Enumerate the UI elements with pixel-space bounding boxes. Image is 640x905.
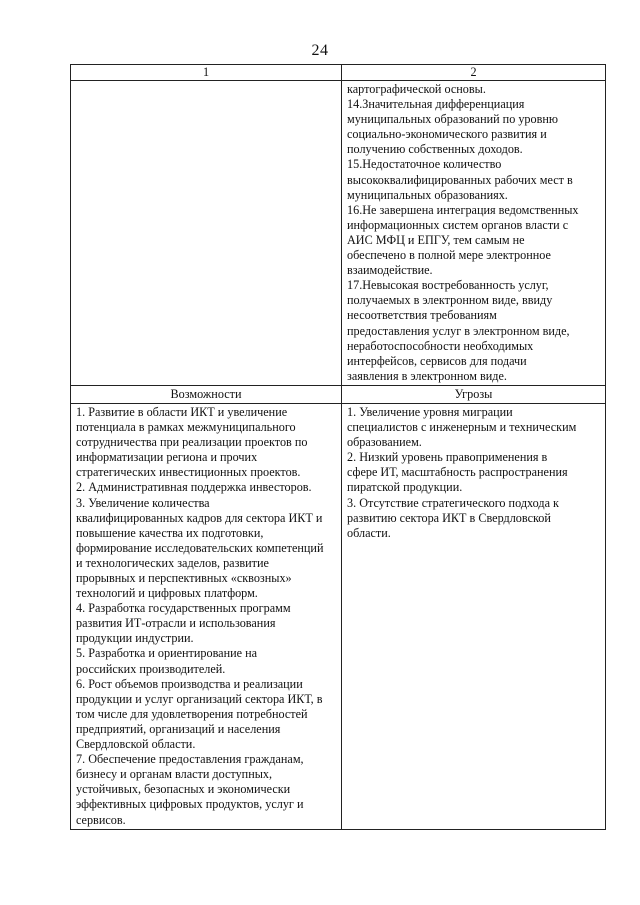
threat-text-line: 1. Увеличение уровня миграции xyxy=(347,404,513,419)
weakness-text-line: 17.Невысокая востребованность услуг, xyxy=(347,278,549,293)
page-number: 24 xyxy=(311,42,329,59)
opportunity-text-line: 7. Обеспечение предоставления гражданам, xyxy=(76,752,304,767)
column-number-1: 1 xyxy=(71,65,342,81)
threat-text-line: 3. Отсутствие стратегического подхода к xyxy=(347,495,559,510)
weakness-text-line: неработоспособности необходимых xyxy=(347,338,534,353)
weakness-text-line: предоставления услуг в электронном виде, xyxy=(347,323,570,338)
opportunity-text-line: сотрудничества при реализации проектов по xyxy=(76,435,308,450)
opportunity-text-line: Свердловской области. xyxy=(76,737,196,752)
opportunity-text-line: 3. Увеличение количества xyxy=(76,495,210,510)
opportunity-text-line: 1. Развитие в области ИКТ и увеличение xyxy=(76,404,288,419)
opportunity-text-line: 6. Рост объемов производства и реализации xyxy=(76,676,303,691)
strengths-cell-empty xyxy=(71,81,342,386)
opportunity-text-line: бизнесу и органам власти доступных, xyxy=(76,767,273,782)
opportunity-text-line: 4. Разработка государственных программ xyxy=(76,601,291,616)
opportunity-text-line: повышение качества их подготовки, xyxy=(76,525,264,540)
opportunity-text-line: стратегических инвестиционных проектов. xyxy=(76,465,301,480)
weakness-text-line: высококвалифицированных рабочих мест в xyxy=(347,172,573,187)
threat-text-line: 2. Низкий уровень правоприменения в xyxy=(347,450,548,465)
opportunity-text-line: том числе для удовлетворения потребностей xyxy=(76,706,308,721)
weakness-text-line: 15.Недостаточное количество xyxy=(347,157,502,172)
threats-cell xyxy=(342,403,606,829)
opportunity-text-line: российских производителей. xyxy=(76,661,226,676)
opportunity-text-line: предприятий, организаций и населения xyxy=(76,721,281,736)
opportunity-text-line: 5. Разработка и ориентирование на xyxy=(76,646,258,661)
threat-text-line: специалистов с инженерным и техническим xyxy=(347,420,577,435)
opportunity-text-line: 2. Административная поддержка инвесторов. xyxy=(76,480,312,495)
threat-text-line: сфере ИТ, масштабность распространения xyxy=(347,465,568,480)
swot-table xyxy=(70,64,606,830)
opportunity-text-line: технологий и цифровых платформ. xyxy=(76,586,258,601)
opportunity-text-line: продукции и услуг организаций сектора ИКТ, в xyxy=(76,691,323,706)
opportunity-text-line: сервисов. xyxy=(76,812,126,827)
threat-text-line: образованием. xyxy=(347,435,422,450)
column-number-row xyxy=(71,65,606,81)
opportunity-text-line: квалифицированных кадров для сектора ИКТ и xyxy=(76,510,323,525)
opportunities-header: Возможности xyxy=(71,385,342,403)
weakness-text-line: взаимодействие. xyxy=(347,263,433,278)
threat-text-line: пиратской продукции. xyxy=(347,480,463,495)
weakness-text-line: 14.Значительная дифференциация xyxy=(347,97,525,112)
weaknesses-continuation-row xyxy=(71,81,606,386)
opportunity-text-line: развития ИТ-отрасли и использования xyxy=(76,616,276,631)
opportunity-text-line: и технологических заделов, развитие xyxy=(76,555,269,570)
threat-text-line: развитию сектора ИКТ в Свердловской xyxy=(347,510,551,525)
weakness-text-line: муниципальных образованиях. xyxy=(347,187,508,202)
opportunities-cell xyxy=(71,403,342,829)
opportunity-text-line: устойчивых, безопасных и экономически xyxy=(76,782,291,797)
opportunity-text-line: информатизации региона и прочих xyxy=(76,450,258,465)
opportunity-text-line: продукции индустрии. xyxy=(76,631,194,646)
opportunities-threats-row xyxy=(71,403,606,829)
column-number-2: 2 xyxy=(342,65,606,81)
weakness-text-line: картографической основы. xyxy=(347,82,486,96)
weakness-text-line: информационных систем органов власти с xyxy=(347,217,569,232)
weakness-text-line: несоответствия требованиям xyxy=(347,308,497,323)
opportunity-text-line: потенциала в рамках межмуниципального xyxy=(76,420,296,435)
weakness-text-line: обеспечено в полной мере электронное xyxy=(347,248,551,263)
weakness-text-line: получаемых в электронном виде, ввиду xyxy=(347,293,553,308)
weakness-text-line: интерфейсов, сервисов для подачи xyxy=(347,353,527,368)
weakness-text-line: социально-экономического развития и xyxy=(347,127,547,142)
threats-header: Угрозы xyxy=(342,385,606,403)
weaknesses-cell xyxy=(342,81,606,386)
opportunity-text-line: эффективных цифровых продуктов, услуг и xyxy=(76,797,304,812)
opportunity-text-line: прорывных и перспективных «сквозных» xyxy=(76,571,292,585)
weakness-text-line: заявления в электронном виде. xyxy=(347,368,507,383)
threat-text-line: области. xyxy=(347,525,391,540)
section-header-row xyxy=(71,385,606,403)
weakness-text-line: муниципальных образований по уровню xyxy=(347,112,559,127)
weakness-text-line: АИС МФЦ и ЕПГУ, тем самым не xyxy=(347,232,525,247)
weakness-text-line: получению собственных доходов. xyxy=(347,142,523,157)
opportunity-text-line: формирование исследовательских компетенций xyxy=(76,540,324,555)
weakness-text-line: 16.Не завершена интеграция ведомственных xyxy=(347,202,579,217)
